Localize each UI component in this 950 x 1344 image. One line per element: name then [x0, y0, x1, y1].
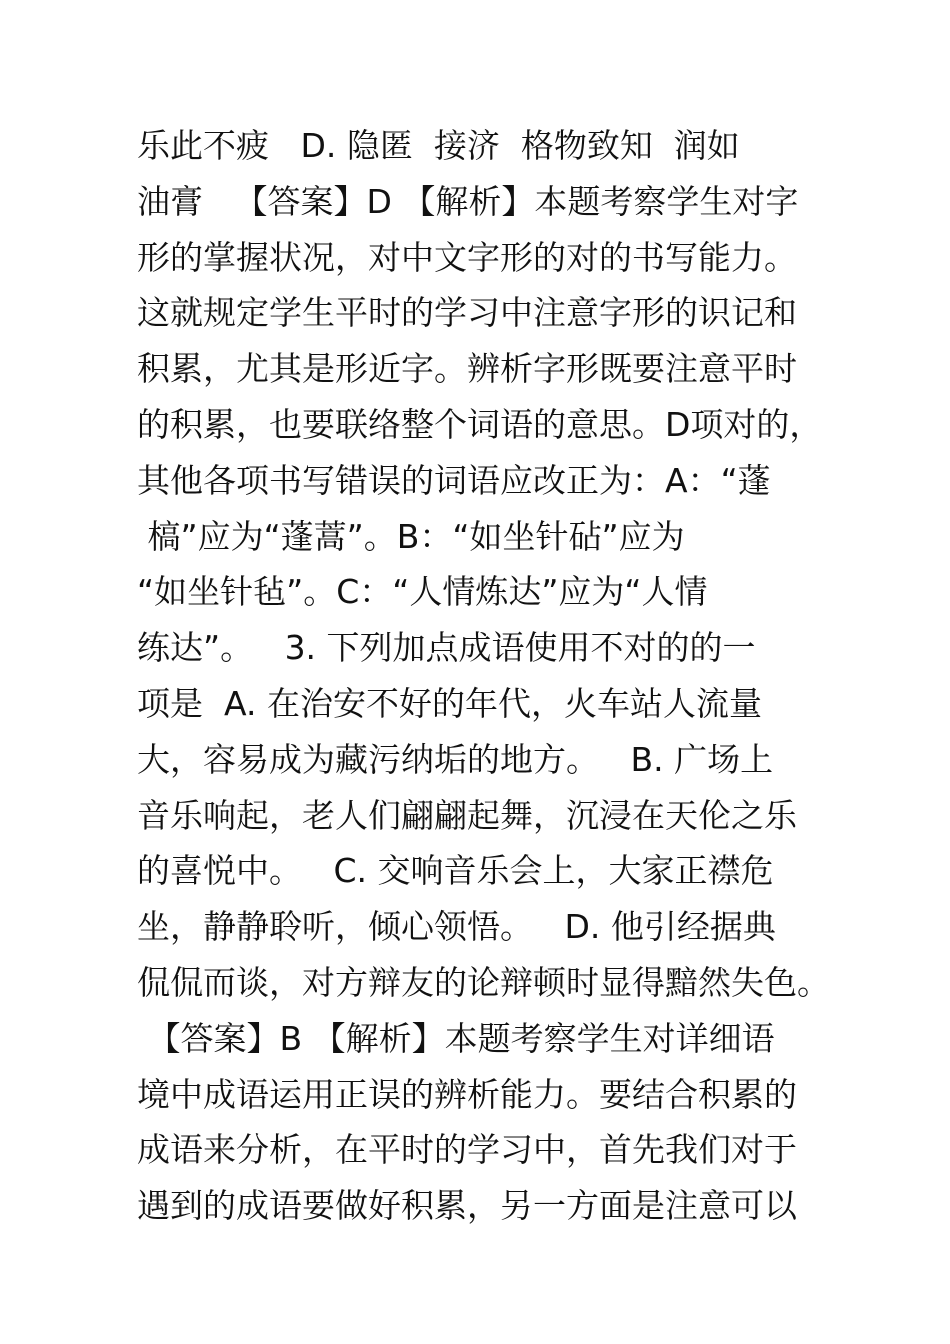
text-line: 形的掌握状况，对中文字形的对的书写能力。: [137, 237, 797, 277]
text-line: 成语来分析，在平时的学习中，首先我们对于: [137, 1130, 797, 1170]
text-line: 音乐响起，老人们翩翩起舞，沉浸在天伦之乐: [137, 795, 797, 835]
text-line: 侃侃而谈，对方辩友的论辩顿时显得黯然失色。: [137, 962, 830, 1002]
text-line: 乐此不疲 D. 隐匿 接济 格物致知 润如: [137, 126, 740, 165]
text-line: 的喜悦中。 C. 交响音乐会上，大家正襟危: [137, 851, 774, 891]
text-line: 油膏 【答案】D 【解析】本题考察学生对字: [137, 181, 799, 221]
text-line: 练达”。 3. 下列加点成语使用不对的的一: [137, 628, 756, 668]
text-line: 坐，静静聆听，倾心领悟。 D. 他引经据典: [137, 907, 776, 947]
text-line: 大，容易成为藏污纳垢的地方。 B. 广场上: [137, 739, 774, 779]
text-line: “如坐针毡”。C：“人情炼达”应为“人情: [137, 572, 708, 612]
text-line: 积累，尤其是形近字。辨析字形既要注意平时: [137, 349, 797, 389]
text-line: 【答案】B 【解析】本题考察学生对详细语: [137, 1018, 775, 1058]
text-line: 境中成语运用正误的辨析能力。要结合积累的: [137, 1074, 797, 1114]
text-line: 遇到的成语要做好积累，另一方面是注意可以: [137, 1186, 797, 1226]
document-body: [137, 118, 857, 1234]
text-line: 项是 A. 在治安不好的年代，火车站人流量: [137, 683, 762, 723]
text-line: 这就规定学生平时的学习中注意字形的识记和: [137, 293, 797, 333]
text-line: 的积累，也要联络整个词语的意思。D项对的，: [137, 404, 823, 444]
text-line: 槁”应为“蓬蒿”。B：“如坐针砧”应为: [137, 516, 685, 556]
text-line: 其他各项书写错误的词语应改正为：A：“蓬: [137, 460, 771, 500]
